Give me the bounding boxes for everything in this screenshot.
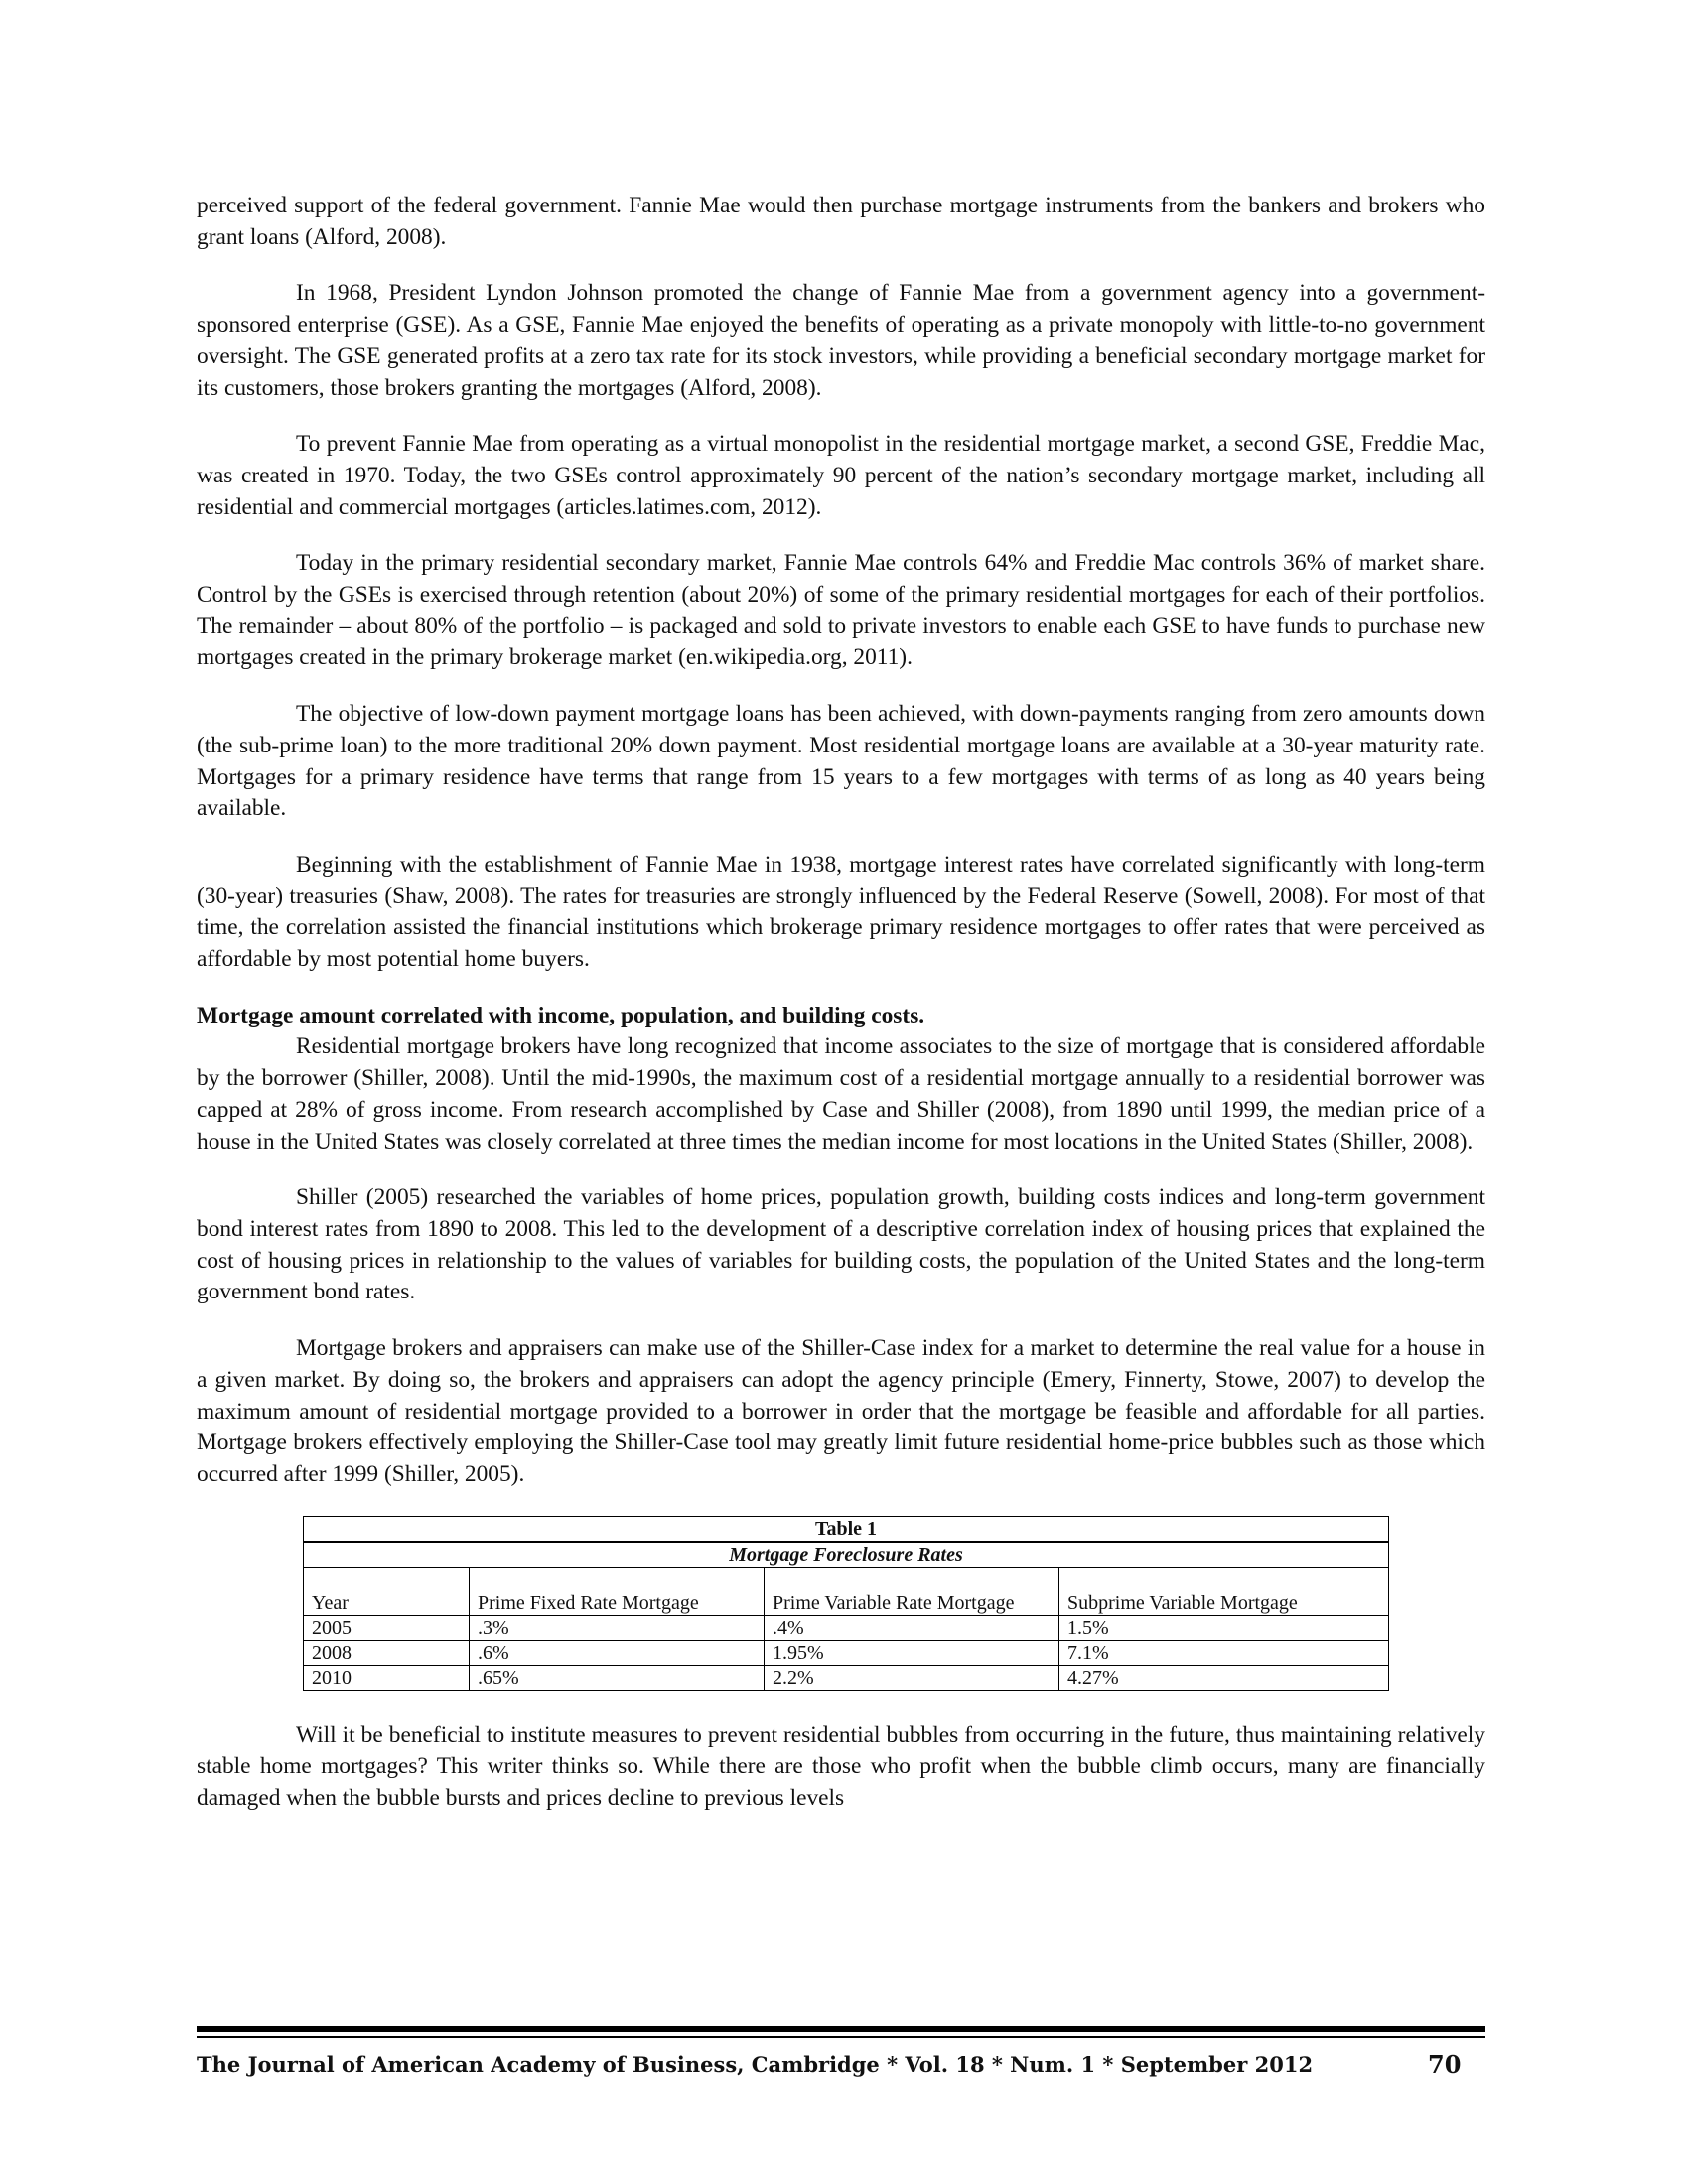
table-row [304, 1640, 1389, 1665]
table-cell: .4% [765, 1615, 1059, 1640]
paragraph: Beginning with the establishment of Fannie Mae in 1938, mortgage interest rates have correlated significantly with long-term (30-year) treasuries (Shaw, 2008). The rates for treasuries are strongly influenced by the Federal Reserve (Sowell, 2008). For most of that time, the correlation assisted the financial institutions which brokerage primary residence mortgages to offer rates that were perceived as affordable by most potential home buyers. [197, 851, 1485, 973]
column-header: Year [304, 1567, 470, 1615]
article-body [197, 191, 1485, 1840]
table-cell: .65% [470, 1665, 765, 1690]
table-caption: Table 1 [304, 1516, 1389, 1542]
table-cell: 1.95% [765, 1640, 1059, 1665]
column-header: Prime Fixed Rate Mortgage [470, 1567, 765, 1615]
column-header: Prime Variable Rate Mortgage [765, 1567, 1059, 1615]
table-cell: 7.1% [1059, 1640, 1389, 1665]
journal-citation: The Journal of American Academy of Business, Cambridge * Vol. 18 * Num. 1 * September 2012 [197, 2052, 1314, 2077]
table-cell: .3% [470, 1615, 765, 1640]
paragraph: To prevent Fannie Mae from operating as a virtual monopolist in the residential mortgage market, a second GSE, Freddie Mac, was created in 1970. Today, the two GSEs control approximately 90 percent of the nation’s secondary mortgage market, including all residential and commercial mortgages (articles.latimes.com, 2012). [197, 431, 1485, 520]
footer-rule [197, 2026, 1485, 2032]
paragraph: In 1968, President Lyndon Johnson promoted the change of Fannie Mae from a government agency into a government-sponsored enterprise (GSE). As a GSE, Fannie Mae enjoyed the benefits of operating as a private monopoly with little-to-no government oversight. The GSE generated profits at a zero tax rate for its stock investors, while providing a beneficial secondary mortgage market for its customers, those brokers granting the mortgages (Alford, 2008). [197, 280, 1485, 401]
table-row [304, 1665, 1389, 1690]
table-row [304, 1615, 1389, 1640]
table-header-row [304, 1567, 1389, 1615]
paragraph: Will it be beneficial to institute measures to prevent residential bubbles from occurring in the future, thus maintaining relatively stable home mortgages? This writer thinks so. While there are those who profit when the bubble climb occurs, many are financially damaged when the bubble bursts and prices decline to previous levels [197, 1721, 1485, 1812]
table-cell: .6% [470, 1640, 765, 1665]
table-cell: 2010 [304, 1665, 470, 1690]
page-number: 70 [1428, 2050, 1462, 2079]
table-cell: 2.2% [765, 1665, 1059, 1690]
paragraph: Today in the primary residential secondary market, Fannie Mae controls 64% and Freddie Mac controls 36% of market share. Control by the GSEs is exercised through retention (about 20%) of some of the primary residential mortgages for each of their portfolios. The remainder – about 80% of the portfolio – is packaged and sold to private investors to enable each GSE to have funds to purchase new mortgages created in the primary brokerage market (en.wikipedia.org, 2011). [197, 550, 1485, 671]
paragraph: Shiller (2005) researched the variables of home prices, population growth, building costs indices and long-term government bond interest rates from 1890 to 2008. This led to the development of a descriptive correlation index of housing prices that explained the cost of housing prices in relationship to the values of variables for building costs, the population of the United States and the long-term government bond rates. [197, 1184, 1485, 1305]
foreclosure-rates-table [303, 1516, 1389, 1691]
paragraph: Residential mortgage brokers have long recognized that income associates to the size of mortgage that is considered affordable by the borrower (Shiller, 2008). Until the mid-1990s, the maximum cost of a residential mortgage annually to a residential borrower was capped at 28% of gross income. From research accomplished by Case and Shiller (2008), from 1890 until 1999, the median price of a house in the United States was closely correlated at three times the median income for most locations in the United States (Shiller, 2008). [197, 1033, 1485, 1155]
table-cell: 2008 [304, 1640, 470, 1665]
table-title: Mortgage Foreclosure Rates [304, 1542, 1389, 1568]
table-cell: 4.27% [1059, 1665, 1389, 1690]
footer-rule-thin [197, 2036, 1485, 2038]
section-heading: Mortgage amount correlated with income, population, and building costs. [197, 1002, 925, 1028]
paragraph: Mortgage brokers and appraisers can make use of the Shiller-Case index for a market to determine the real value for a house in a given market. By doing so, the brokers and appraisers can adopt the agency principle (Emery, Finnerty, Stowe, 2007) to develop the maximum amount of residential mortgage provided to a borrower in order that the mortgage be feasible and affordable for all parties. Mortgage brokers effectively employing the Shiller-Case tool may greatly limit future residential home-price bubbles such as those which occurred after 1999 (Shiller, 2005). [197, 1335, 1485, 1487]
table-cell: 2005 [304, 1615, 470, 1640]
paragraph: perceived support of the federal government. Fannie Mae would then purchase mortgage instruments from the bankers and brokers who grant loans (Alford, 2008). [197, 193, 1485, 250]
paragraph: The objective of low-down payment mortgage loans has been achieved, with down-payments ranging from zero amounts down (the sub-prime loan) to the more traditional 20% down payment. Most residential mortgage loans are available at a 30-year maturity rate. Mortgages for a primary residence have terms that range from 15 years to a few mortgages with terms of as long as 40 years being available. [197, 701, 1485, 822]
column-header: Subprime Variable Mortgage [1059, 1567, 1389, 1615]
foreclosure-table-container [303, 1516, 1389, 1691]
table-cell: 1.5% [1059, 1615, 1389, 1640]
